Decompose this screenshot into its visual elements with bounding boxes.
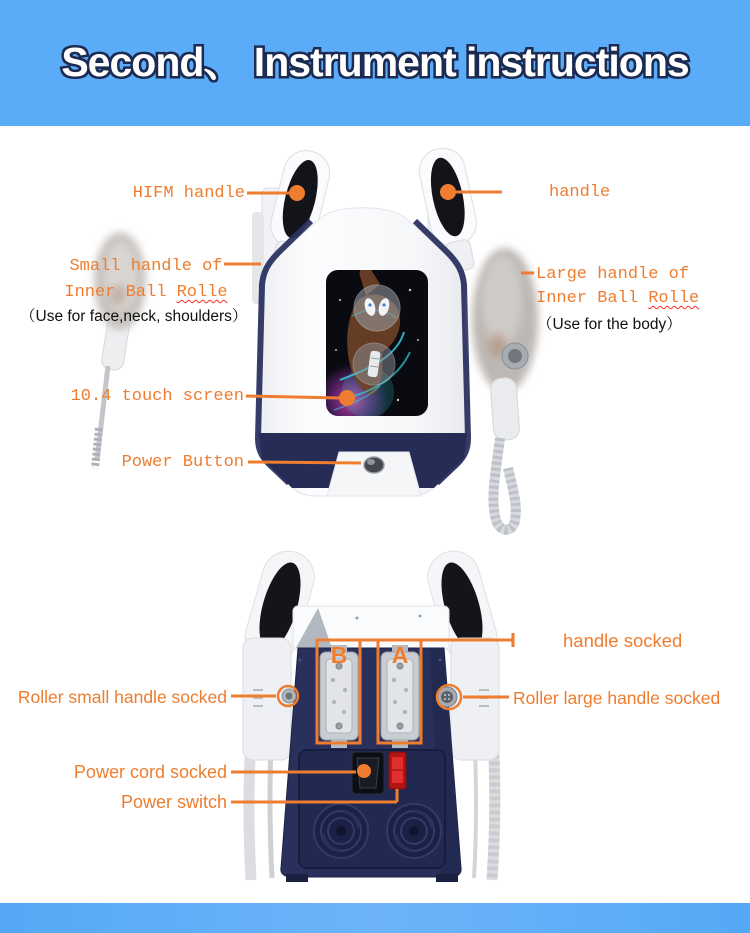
large-roller-handle <box>472 248 538 530</box>
label-small-handle-rolle: Rolle <box>176 283 228 302</box>
label-small-handle <box>58 254 234 306</box>
label-large-handle-line2 <box>536 287 699 311</box>
screen-handle-icon-top <box>354 285 400 331</box>
label-power-cord-socket: Power cord socked <box>73 762 227 782</box>
page-title: Second、 Instrument instructions <box>61 39 689 85</box>
label-large-handle <box>536 263 699 311</box>
power-switch-icon <box>389 752 406 789</box>
back-machine-illustration <box>239 545 503 882</box>
label-small-handle-line2-prefix: Inner Ball <box>64 283 177 302</box>
label-small-handle-line1: Small handle of <box>69 257 223 276</box>
note-small-handle-use: （Use for face,neck, shoulders） <box>20 308 248 325</box>
label-large-handle-rolle: Rolle <box>648 289 700 308</box>
roller-small-socket <box>282 689 296 703</box>
screen-handle-icon-bottom <box>353 343 395 385</box>
label-handle-socket: handle socked <box>563 630 683 651</box>
label-small-handle-line2 <box>58 280 234 306</box>
power-button-icon <box>364 457 384 473</box>
fan-grille-left <box>314 804 368 858</box>
label-power-button: Power Button <box>121 453 244 472</box>
note-large-handle-use: （Use for the body） <box>537 316 682 333</box>
connector-letter-b: B <box>330 642 348 668</box>
label-large-handle-line1: Large handle of <box>536 265 690 284</box>
fan-grille-right <box>387 804 441 858</box>
connector-letter-a: A <box>391 642 409 668</box>
label-hifm-handle: HIFM handle <box>132 184 245 203</box>
footer-bar <box>0 903 750 933</box>
label-large-handle-line2-prefix: Inner Ball <box>536 289 649 308</box>
label-touch-screen: 10.4 touch screen <box>70 387 244 406</box>
label-power-switch: Power switch <box>120 792 227 812</box>
label-handle: handle <box>549 183 611 202</box>
label-roller-large-socket: Roller large handle socked <box>513 688 721 708</box>
label-roller-small-socket: Roller small handle socked <box>17 687 227 707</box>
touch-screen <box>316 266 428 436</box>
